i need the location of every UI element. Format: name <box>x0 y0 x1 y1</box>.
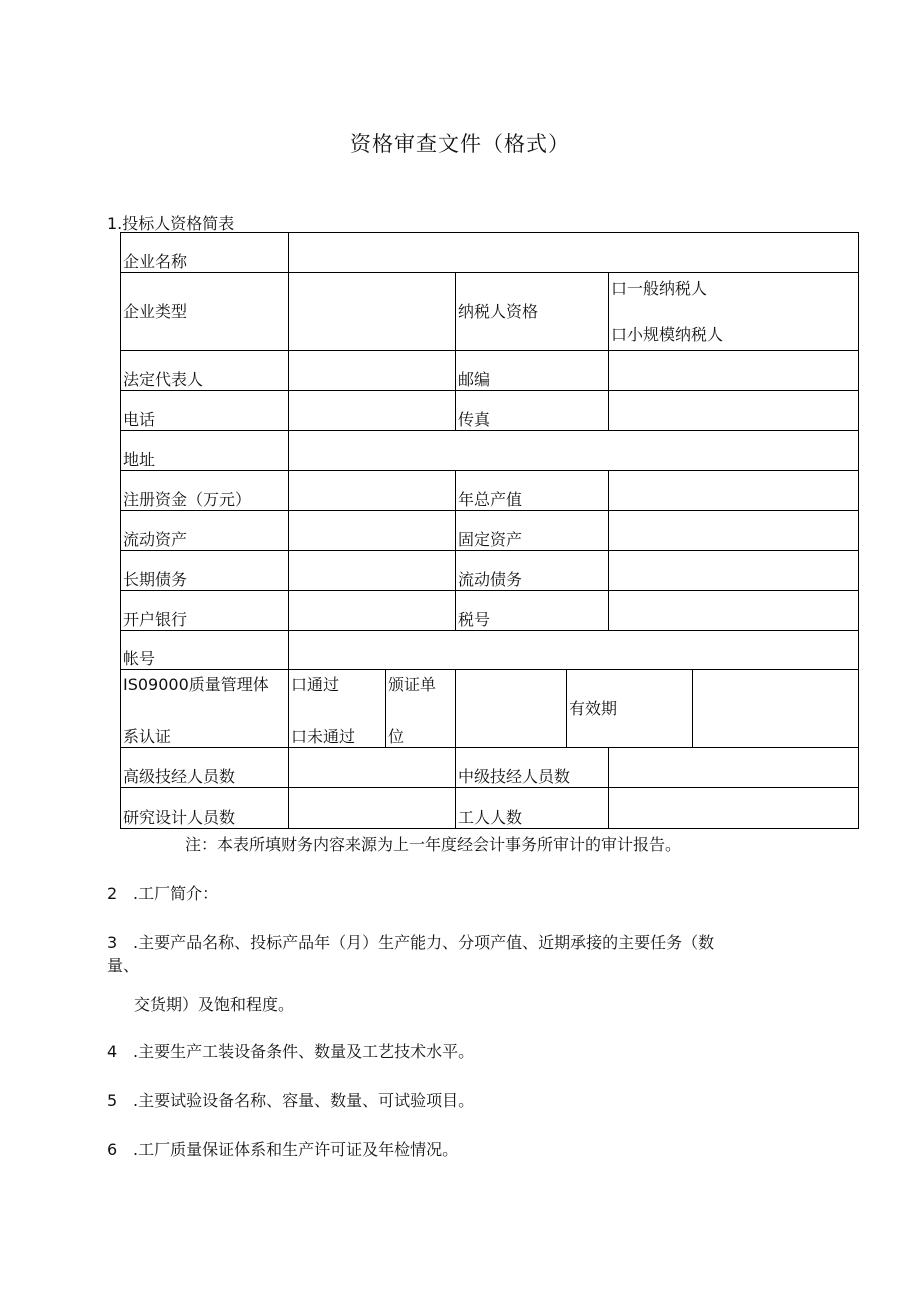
tax-option-general: 口一般纳税人 <box>611 278 708 298</box>
value-long-term-debt <box>289 551 456 591</box>
label-bank: 开户银行 <box>121 591 289 631</box>
value-senior-tech <box>289 748 456 788</box>
value-fixed-assets <box>609 511 859 551</box>
label-postcode: 邮编 <box>456 351 609 391</box>
value-rd-staff <box>289 788 456 829</box>
document-title: 资格审查文件（格式） <box>350 132 570 156</box>
item-text: .工厂简介： <box>133 884 219 903</box>
iso-status <box>289 670 386 748</box>
value-current-debt <box>609 551 859 591</box>
label-address: 地址 <box>121 431 289 471</box>
qualification-table <box>120 232 859 829</box>
label-company-type: 企业类型 <box>121 273 289 351</box>
item-text: .主要试验设备名称、容量、数量、可试验项目。 <box>133 1091 475 1110</box>
label-fixed-assets: 固定资产 <box>456 511 609 551</box>
item-number: 5 <box>107 1091 118 1110</box>
label-iso-cert <box>121 670 289 748</box>
item-number: 2 <box>107 884 118 903</box>
label-annual-output: 年总产值 <box>456 471 609 511</box>
item-2 <box>107 884 218 904</box>
item-number: 3 <box>107 933 118 952</box>
label-phone: 电话 <box>121 391 289 431</box>
label-reg-capital: 注册资金（万元） <box>121 471 289 511</box>
item-3 <box>107 933 714 953</box>
label-validity <box>567 670 693 748</box>
value-tax-status <box>609 273 859 351</box>
tax-option-small: 口小规模纳税人 <box>611 324 724 344</box>
label-company-name: 企业名称 <box>121 233 289 273</box>
iso-label-line2: 系认证 <box>123 727 172 746</box>
item-number: 4 <box>107 1042 118 1061</box>
value-bank <box>289 591 456 631</box>
value-workers <box>609 788 859 829</box>
label-tax-no: 税号 <box>456 591 609 631</box>
label-workers: 工人人数 <box>456 788 609 829</box>
label-rd-staff: 研究设计人员数 <box>121 788 289 829</box>
label-issuer <box>386 670 456 748</box>
issuer-label-line1: 颁证单 <box>388 675 437 694</box>
label-tax-status: 纳税人资格 <box>456 273 609 351</box>
label-current-debt: 流动债务 <box>456 551 609 591</box>
item-text: .主要生产工装设备条件、数量及工艺技术水平。 <box>133 1042 475 1061</box>
value-mid-tech <box>609 748 859 788</box>
value-postcode <box>609 351 859 391</box>
value-legal-rep <box>289 351 456 391</box>
value-fax <box>609 391 859 431</box>
value-company-name <box>289 233 859 273</box>
item-number: 6 <box>107 1140 118 1159</box>
value-issuer <box>456 670 567 748</box>
value-address <box>289 431 859 471</box>
label-current-assets: 流动资产 <box>121 511 289 551</box>
label-senior-tech: 高级技经人员数 <box>121 748 289 788</box>
item-text: .主要产品名称、投标产品年（月）生产能力、分项产值、近期承接的主要任务（数 <box>133 933 715 952</box>
item-6 <box>107 1140 458 1160</box>
label-long-term-debt: 长期债务 <box>121 551 289 591</box>
iso-fail-option: 口未通过 <box>291 727 356 746</box>
iso-pass-option: 口通过 <box>291 675 340 694</box>
value-reg-capital <box>289 471 456 511</box>
value-company-type <box>289 273 456 351</box>
item-3-wrap: 量、 <box>107 956 140 975</box>
label-mid-tech: 中级技经人员数 <box>456 748 609 788</box>
iso-label-line1: IS09000质量管理体 <box>123 675 269 694</box>
value-validity <box>693 670 859 748</box>
validity-text: 有效期 <box>569 698 618 718</box>
table-note: 注：本表所填财务内容来源为上一年度经会计事务所审计的审计报告。 <box>185 835 682 854</box>
value-phone <box>289 391 456 431</box>
label-account: 帐号 <box>121 631 289 670</box>
item-4 <box>107 1042 474 1062</box>
section-1-heading: 1.投标人资格简表 <box>107 214 235 233</box>
issuer-label-line2: 位 <box>388 727 405 746</box>
item-5 <box>107 1091 474 1111</box>
value-current-assets <box>289 511 456 551</box>
label-legal-rep: 法定代表人 <box>121 351 289 391</box>
item-3-continuation: 交货期）及饱和程度。 <box>134 995 295 1014</box>
value-account <box>289 631 859 670</box>
value-tax-no <box>609 591 859 631</box>
label-fax: 传真 <box>456 391 609 431</box>
value-annual-output <box>609 471 859 511</box>
item-text: .工厂质量保证体系和生产许可证及年检情况。 <box>133 1140 459 1159</box>
